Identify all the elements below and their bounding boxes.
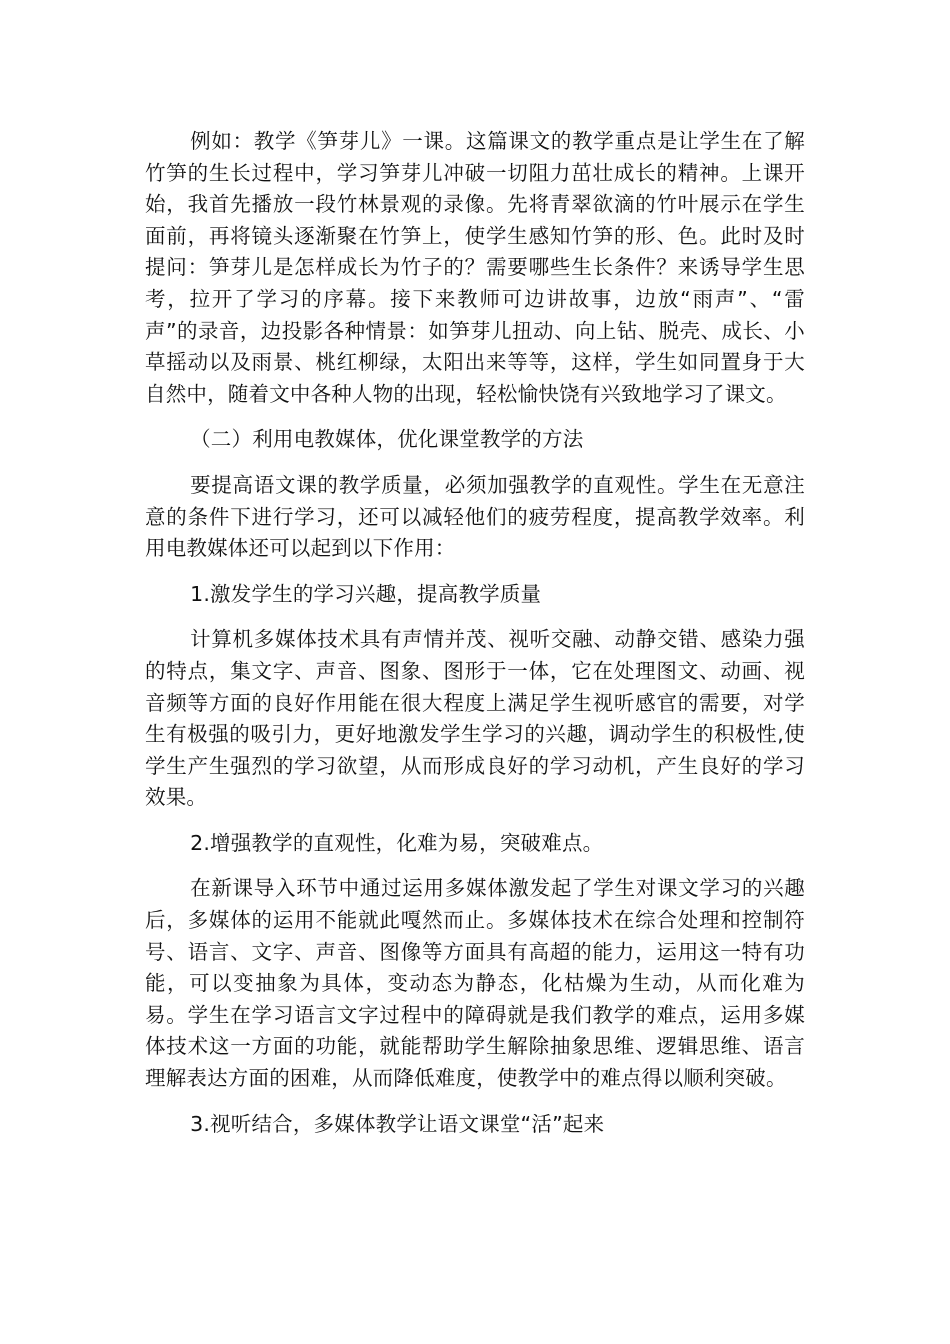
- paragraph-difficulty-breakthrough: 在新课导入环节中通过运用多媒体激发起了学生对课文学习的兴趣后，多媒体的运用不能就此嘎然而止。多媒体技术在综合处理和控制符号、语言、文字、声音、图像等方面具有高超的能力，运用这一特有功能，可以变抽象为具体，变动态为静态，化枯燥为生动，从而化难为易。学生在学习语言文字过程中的障碍就是我们教学的难点，运用多媒体技术这一方面的功能，就能帮助学生解除抽象思维、逻辑思维、语言理解表达方面的困难，从而降低难度，使教学中的难点得以顺利突破。: [145, 876, 805, 1091]
- paragraph-bamboo-example: 例如：教学《笋芽儿》一课。这篇课文的教学重点是让学生在了解竹笋的生长过程中，学习笋芽儿冲破一切阻力茁壮成长的精神。上课开始，我首先播放一段竹林景观的录像。先将青翠欲滴的竹叶展示在学生面前，再将镜头逐渐聚在竹笋上，使学生感知竹笋的形、色。此时及时提问：笋芽儿是怎样成长为竹子的？需要哪些生长条件？来诱导学生思考，拉开了学习的序幕。接下来教师可边讲故事，边放“雨声”、“雷声”的录音，边投影各种情景：如笋芽儿扭动、向上钻、脱壳、成长、小草摇动以及雨景、桃红柳绿，太阳出来等等，这样，学生如同置身于大自然中，随着文中各种人物的出现，轻松愉快饶有兴致地学习了课文。: [145, 129, 805, 406]
- subheading-interest: 1.激发学生的学习兴趣，提高教学质量: [190, 581, 542, 606]
- section-heading-media-methods: （二）利用电教媒体，优化课堂教学的方法: [190, 427, 584, 452]
- subheading-intuitiveness: 2.增强教学的直观性，化难为易，突破难点。: [190, 830, 604, 855]
- subheading-audio-visual: 3.视听结合，多媒体教学让语文课堂“活”起来: [190, 1111, 605, 1136]
- paragraph-multimedia-features: 计算机多媒体技术具有声情并茂、视听交融、动静交错、感染力强的特点，集文字、声音、图象、图形于一体，它在处理图文、动画、视音频等方面的良好作用能在很大程度上满足学生视听感官的需要，对学生有极强的吸引力，更好地激发学生学习的兴趣，调动学生的积极性,使学生产生强烈的学习欲望，从而形成良好的学习动机，产生良好的学习效果。: [145, 627, 805, 810]
- paragraph-intuitive-teaching: 要提高语文课的教学质量，必须加强教学的直观性。学生在无意注意的条件下进行学习，还可以减轻他们的疲劳程度，提高教学效率。利用电教媒体还可以起到以下作用：: [145, 472, 805, 561]
- document-page: [145, 126, 805, 1154]
